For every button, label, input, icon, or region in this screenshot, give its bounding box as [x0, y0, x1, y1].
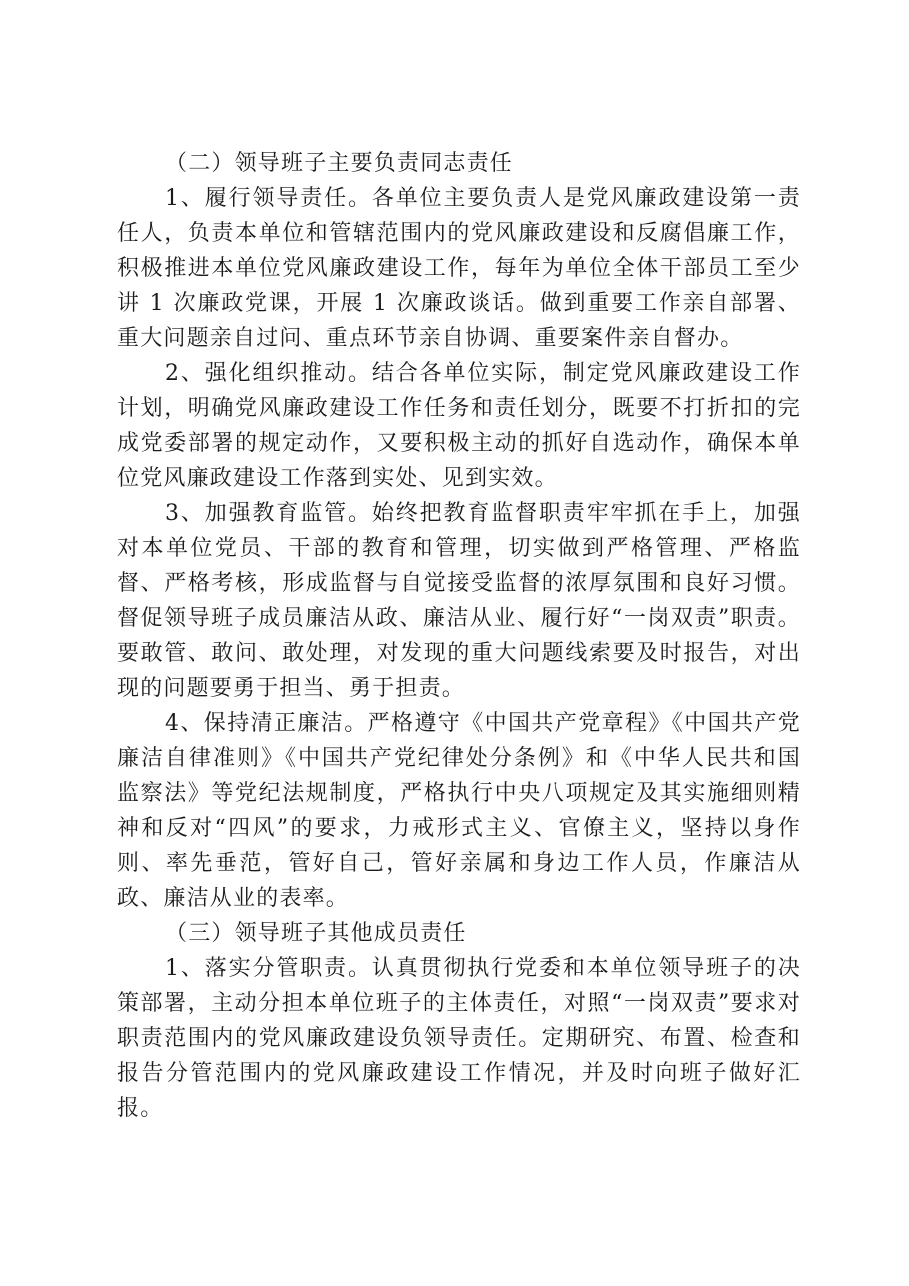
document-body [117, 146, 801, 1126]
section-heading-3: （三）领导班子其他成员责任 [165, 921, 467, 946]
paragraph-2-2: 2、强化组织推动。结合各单位实际，制定党风廉政建设工作计划，明确党风廉政建设工作任务和责任划分，既要不打折扣的完成党委部署的规定动作，又要积极主动的抓好自选动作，确保本单位党风廉政建设工作落到实处、见到实效。 [117, 361, 801, 491]
paragraph-3-1: 1、落实分管职责。认真贯彻执行党委和本单位领导班子的决策部署，主动分担本单位班子的主体责任，对照“一岗双责”要求对职责范围内的党风廉政建设负领导责任。定期研究、布置、检查和报告分管范围内的党风廉政建设工作情况，并及时向班子做好汇报。 [117, 956, 801, 1121]
paragraph-2-4: 4、保持清正廉洁。严格遵守《中国共产党章程》《中国共产党廉洁自律准则》《中国共产党纪律处分条例》和《中华人民共和国监察法》等党纪法规制度，严格执行中央八项规定及其实施细则精神和反对“四风”的要求，力戒形式主义、官僚主义，坚持以身作则、率先垂范，管好自己，管好亲属和身边工作人员，作廉洁从政、廉洁从业的表率。 [117, 711, 801, 911]
section-heading-2: （二）领导班子主要负责同志责任 [165, 151, 514, 176]
paragraph-2-1: 1、履行领导责任。各单位主要负责人是党风廉政建设第一责任人，负责本单位和管辖范围内的党风廉政建设和反腐倡廉工作，积极推进本单位党风廉政建设工作，每年为单位全体干部员工至少讲 1 次廉政党课，开展 1 次廉政谈话。做到重要工作亲自部署、重大问题亲自过问、重点环节亲自协调、重要案件亲自督办。 [117, 186, 801, 351]
paragraph-2-3: 3、加强教育监管。始终把教育监督职责牢牢抓在手上，加强对本单位党员、干部的教育和管理，切实做到严格管理、严格监督、严格考核，形成监督与自觉接受监督的浓厚氛围和良好习惯。督促领导班子成员廉洁从政、廉洁从业、履行好“一岗双责”职责。要敢管、敢问、敢处理，对发现的重大问题线索要及时报告，对出现的问题要勇于担当、勇于担责。 [117, 501, 801, 701]
